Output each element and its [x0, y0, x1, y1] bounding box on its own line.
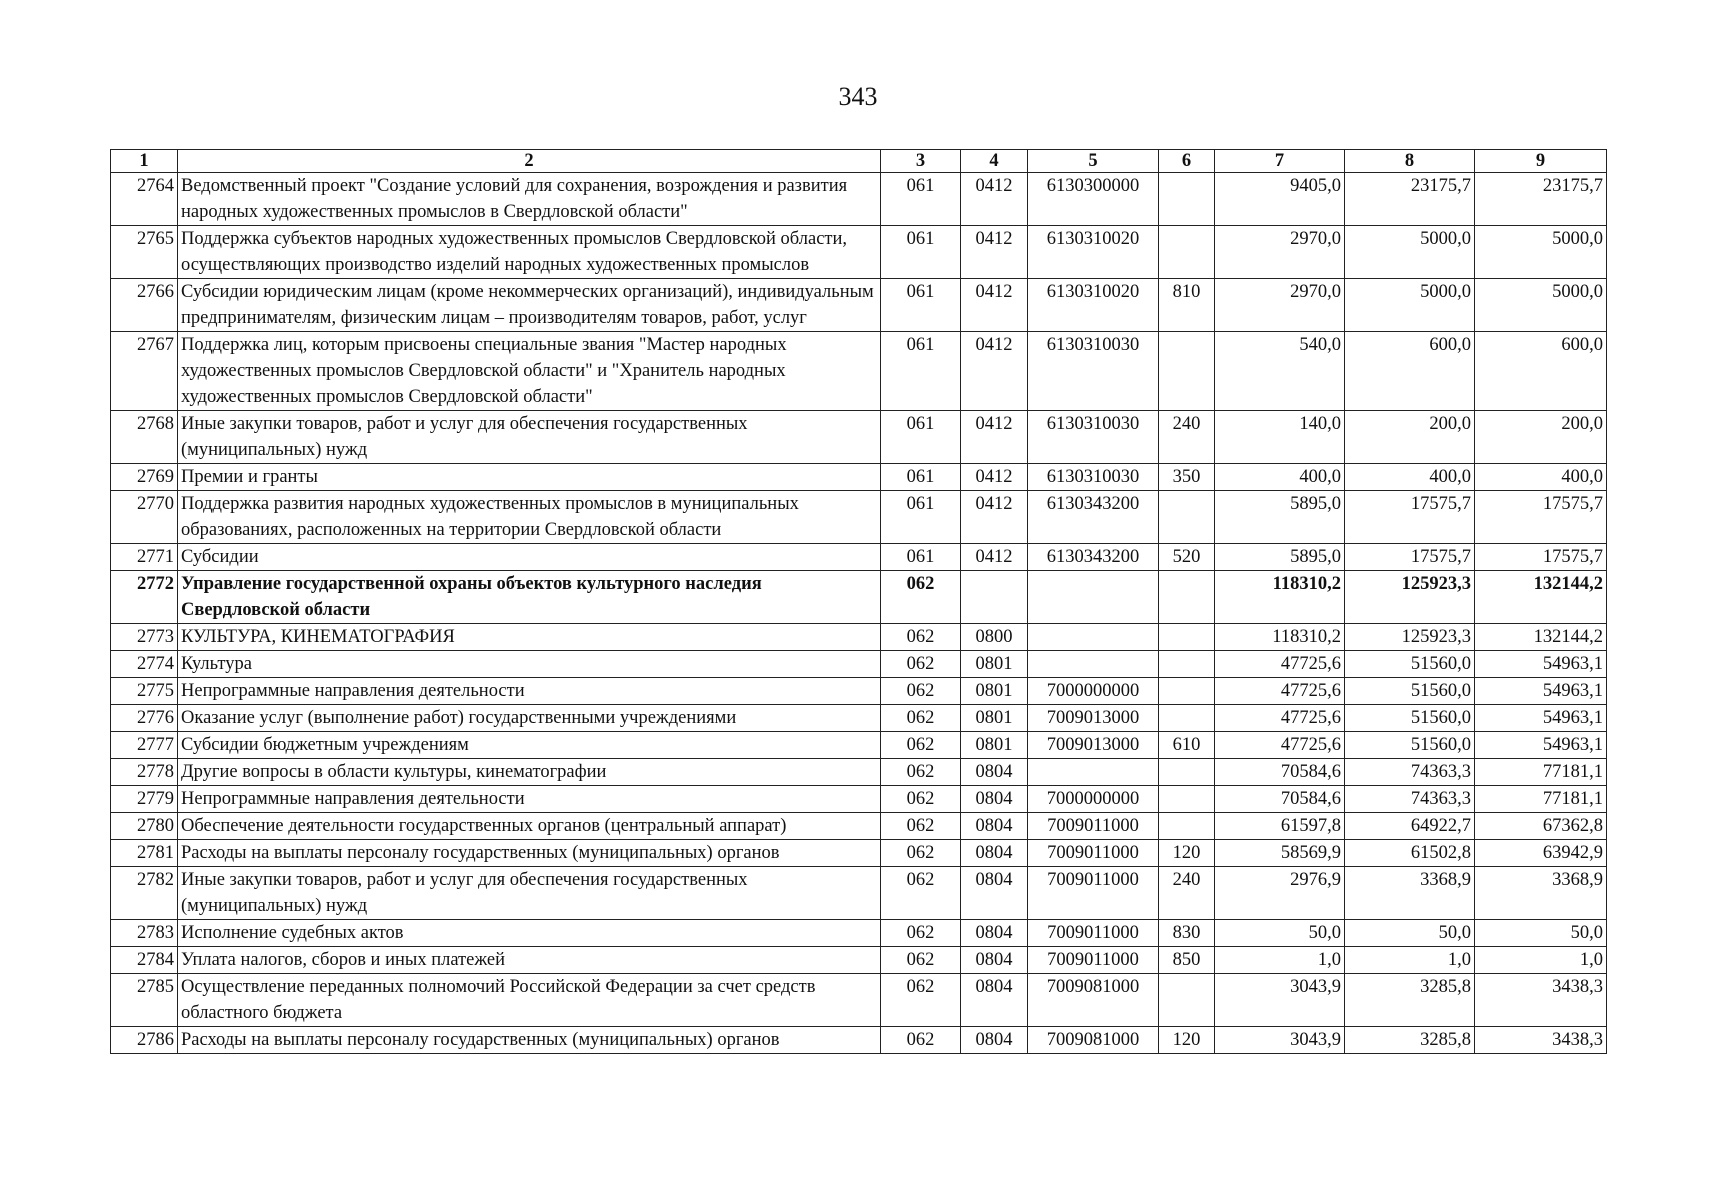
- target-item-code-cell: [1028, 759, 1159, 786]
- section-code-cell: 0800: [961, 624, 1028, 651]
- amount-cell: 58569,9: [1215, 840, 1345, 867]
- amount-cell: 125923,3: [1345, 571, 1475, 624]
- description-cell: Непрограммные направления деятельности: [178, 678, 881, 705]
- target-item-code-cell: 6130310030: [1028, 464, 1159, 491]
- row-number-cell: 2765: [111, 226, 178, 279]
- target-item-code-cell: [1028, 651, 1159, 678]
- description-cell: Управление государственной охраны объектов культурного наследия Свердловской области: [178, 571, 881, 624]
- description-cell: Иные закупки товаров, работ и услуг для обеспечения государственных (муниципальных) нужд: [178, 867, 881, 920]
- target-item-code-cell: 7000000000: [1028, 678, 1159, 705]
- target-item-code-cell: [1028, 571, 1159, 624]
- row-number-cell: 2777: [111, 732, 178, 759]
- description-cell: Уплата налогов, сборов и иных платежей: [178, 947, 881, 974]
- amount-cell: 2970,0: [1215, 279, 1345, 332]
- amount-cell: 9405,0: [1215, 173, 1345, 226]
- row-number-cell: 2779: [111, 786, 178, 813]
- amount-cell: 61597,8: [1215, 813, 1345, 840]
- expense-type-code-cell: 240: [1159, 867, 1215, 920]
- table-row: [111, 173, 1607, 226]
- amount-cell: 3043,9: [1215, 974, 1345, 1027]
- table-row: [111, 491, 1607, 544]
- expense-type-code-cell: 850: [1159, 947, 1215, 974]
- expense-type-code-cell: [1159, 974, 1215, 1027]
- amount-cell: 64922,7: [1345, 813, 1475, 840]
- amount-cell: 77181,1: [1475, 759, 1607, 786]
- table-body: [111, 173, 1607, 1054]
- table-row: [111, 974, 1607, 1027]
- expense-type-code-cell: 830: [1159, 920, 1215, 947]
- section-code-cell: 0412: [961, 491, 1028, 544]
- amount-cell: 5000,0: [1475, 226, 1607, 279]
- department-code-cell: 062: [881, 920, 961, 947]
- section-code-cell: 0804: [961, 759, 1028, 786]
- amount-cell: 5895,0: [1215, 491, 1345, 544]
- table-row: [111, 867, 1607, 920]
- section-code-cell: 0804: [961, 1027, 1028, 1054]
- column-header: 5: [1028, 150, 1159, 173]
- amount-cell: 1,0: [1475, 947, 1607, 974]
- amount-cell: 67362,8: [1475, 813, 1607, 840]
- department-code-cell: 062: [881, 840, 961, 867]
- amount-cell: 125923,3: [1345, 624, 1475, 651]
- department-code-cell: 061: [881, 411, 961, 464]
- row-number-cell: 2776: [111, 705, 178, 732]
- amount-cell: 51560,0: [1345, 732, 1475, 759]
- amount-cell: 3368,9: [1475, 867, 1607, 920]
- description-cell: Расходы на выплаты персоналу государственных (муниципальных) органов: [178, 1027, 881, 1054]
- row-number-cell: 2773: [111, 624, 178, 651]
- expense-type-code-cell: [1159, 624, 1215, 651]
- description-cell: Оказание услуг (выполнение работ) государственными учреждениями: [178, 705, 881, 732]
- section-code-cell: 0801: [961, 705, 1028, 732]
- description-cell: Исполнение судебных актов: [178, 920, 881, 947]
- expense-type-code-cell: 240: [1159, 411, 1215, 464]
- table-row: [111, 813, 1607, 840]
- amount-cell: 400,0: [1345, 464, 1475, 491]
- target-item-code-cell: [1028, 624, 1159, 651]
- table-row: [111, 651, 1607, 678]
- department-code-cell: 062: [881, 759, 961, 786]
- expense-type-code-cell: 610: [1159, 732, 1215, 759]
- row-number-cell: 2774: [111, 651, 178, 678]
- target-item-code-cell: 7009011000: [1028, 867, 1159, 920]
- budget-table: [110, 149, 1607, 1054]
- amount-cell: 70584,6: [1215, 786, 1345, 813]
- row-number-cell: 2764: [111, 173, 178, 226]
- column-header: 6: [1159, 150, 1215, 173]
- row-number-cell: 2783: [111, 920, 178, 947]
- amount-cell: 3285,8: [1345, 1027, 1475, 1054]
- department-code-cell: 062: [881, 678, 961, 705]
- amount-cell: 51560,0: [1345, 678, 1475, 705]
- row-number-cell: 2767: [111, 332, 178, 411]
- description-cell: КУЛЬТУРА, КИНЕМАТОГРАФИЯ: [178, 624, 881, 651]
- section-code-cell: 0804: [961, 867, 1028, 920]
- amount-cell: 5000,0: [1345, 279, 1475, 332]
- department-code-cell: 062: [881, 624, 961, 651]
- department-code-cell: 061: [881, 491, 961, 544]
- department-code-cell: 061: [881, 544, 961, 571]
- amount-cell: 3438,3: [1475, 974, 1607, 1027]
- row-number-cell: 2769: [111, 464, 178, 491]
- amount-cell: 54963,1: [1475, 705, 1607, 732]
- section-code-cell: 0801: [961, 732, 1028, 759]
- description-cell: Осуществление переданных полномочий Российской Федерации за счет средств областного бюджета: [178, 974, 881, 1027]
- amount-cell: 3438,3: [1475, 1027, 1607, 1054]
- department-code-cell: 062: [881, 705, 961, 732]
- table-row: [111, 571, 1607, 624]
- row-number-cell: 2785: [111, 974, 178, 1027]
- amount-cell: 77181,1: [1475, 786, 1607, 813]
- section-code-cell: 0412: [961, 279, 1028, 332]
- department-code-cell: 061: [881, 332, 961, 411]
- amount-cell: 74363,3: [1345, 759, 1475, 786]
- expense-type-code-cell: 120: [1159, 1027, 1215, 1054]
- amount-cell: 17575,7: [1475, 491, 1607, 544]
- row-number-cell: 2775: [111, 678, 178, 705]
- table-row: [111, 705, 1607, 732]
- expense-type-code-cell: 350: [1159, 464, 1215, 491]
- amount-cell: 54963,1: [1475, 651, 1607, 678]
- target-item-code-cell: 7009081000: [1028, 974, 1159, 1027]
- section-code-cell: 0804: [961, 974, 1028, 1027]
- target-item-code-cell: 7009081000: [1028, 1027, 1159, 1054]
- column-header: 2: [178, 150, 881, 173]
- amount-cell: 47725,6: [1215, 678, 1345, 705]
- amount-cell: 54963,1: [1475, 678, 1607, 705]
- description-cell: Иные закупки товаров, работ и услуг для обеспечения государственных (муниципальных) нужд: [178, 411, 881, 464]
- table-row: [111, 1027, 1607, 1054]
- department-code-cell: 062: [881, 974, 961, 1027]
- department-code-cell: 061: [881, 173, 961, 226]
- amount-cell: 47725,6: [1215, 732, 1345, 759]
- department-code-cell: 062: [881, 1027, 961, 1054]
- amount-cell: 63942,9: [1475, 840, 1607, 867]
- amount-cell: 200,0: [1345, 411, 1475, 464]
- row-number-cell: 2768: [111, 411, 178, 464]
- department-code-cell: 062: [881, 813, 961, 840]
- target-item-code-cell: 6130300000: [1028, 173, 1159, 226]
- description-cell: Субсидии: [178, 544, 881, 571]
- target-item-code-cell: 6130310030: [1028, 411, 1159, 464]
- amount-cell: 47725,6: [1215, 705, 1345, 732]
- amount-cell: 5000,0: [1475, 279, 1607, 332]
- section-code-cell: 0804: [961, 947, 1028, 974]
- amount-cell: 23175,7: [1345, 173, 1475, 226]
- department-code-cell: 062: [881, 786, 961, 813]
- amount-cell: 118310,2: [1215, 624, 1345, 651]
- section-code-cell: 0801: [961, 678, 1028, 705]
- target-item-code-cell: 6130310020: [1028, 279, 1159, 332]
- amount-cell: 600,0: [1345, 332, 1475, 411]
- department-code-cell: 062: [881, 947, 961, 974]
- expense-type-code-cell: [1159, 705, 1215, 732]
- row-number-cell: 2786: [111, 1027, 178, 1054]
- section-code-cell: 0804: [961, 840, 1028, 867]
- amount-cell: 17575,7: [1345, 544, 1475, 571]
- department-code-cell: 061: [881, 279, 961, 332]
- column-header: 3: [881, 150, 961, 173]
- amount-cell: 200,0: [1475, 411, 1607, 464]
- section-code-cell: 0412: [961, 464, 1028, 491]
- amount-cell: 118310,2: [1215, 571, 1345, 624]
- expense-type-code-cell: 810: [1159, 279, 1215, 332]
- amount-cell: 74363,3: [1345, 786, 1475, 813]
- section-code-cell: 0412: [961, 332, 1028, 411]
- expense-type-code-cell: [1159, 491, 1215, 544]
- expense-type-code-cell: 520: [1159, 544, 1215, 571]
- amount-cell: 5000,0: [1345, 226, 1475, 279]
- amount-cell: 51560,0: [1345, 651, 1475, 678]
- row-number-cell: 2766: [111, 279, 178, 332]
- amount-cell: 54963,1: [1475, 732, 1607, 759]
- table-row: [111, 786, 1607, 813]
- amount-cell: 132144,2: [1475, 624, 1607, 651]
- description-cell: Культура: [178, 651, 881, 678]
- amount-cell: 17575,7: [1345, 491, 1475, 544]
- table-row: [111, 279, 1607, 332]
- column-header: 4: [961, 150, 1028, 173]
- table-row: [111, 732, 1607, 759]
- amount-cell: 50,0: [1345, 920, 1475, 947]
- amount-cell: 140,0: [1215, 411, 1345, 464]
- amount-cell: 47725,6: [1215, 651, 1345, 678]
- section-code-cell: 0412: [961, 226, 1028, 279]
- amount-cell: 132144,2: [1475, 571, 1607, 624]
- department-code-cell: 061: [881, 464, 961, 491]
- section-code-cell: 0412: [961, 544, 1028, 571]
- table-row: [111, 759, 1607, 786]
- target-item-code-cell: 7000000000: [1028, 786, 1159, 813]
- row-number-cell: 2781: [111, 840, 178, 867]
- expense-type-code-cell: [1159, 759, 1215, 786]
- row-number-cell: 2782: [111, 867, 178, 920]
- target-item-code-cell: 6130310020: [1028, 226, 1159, 279]
- section-code-cell: 0804: [961, 813, 1028, 840]
- description-cell: Поддержка лиц, которым присвоены специальные звания "Мастер народных художественных промыслов Свердловской области" и "Хранитель народных художественных промыслов Свердловской области": [178, 332, 881, 411]
- expense-type-code-cell: [1159, 226, 1215, 279]
- table-row: [111, 947, 1607, 974]
- table-row: [111, 411, 1607, 464]
- column-header: 1: [111, 150, 178, 173]
- amount-cell: 17575,7: [1475, 544, 1607, 571]
- expense-type-code-cell: [1159, 332, 1215, 411]
- target-item-code-cell: 7009011000: [1028, 947, 1159, 974]
- description-cell: Премии и гранты: [178, 464, 881, 491]
- description-cell: Поддержка развития народных художественных промыслов в муниципальных образованиях, расположенных на территории Свердловской области: [178, 491, 881, 544]
- amount-cell: 3285,8: [1345, 974, 1475, 1027]
- target-item-code-cell: 7009011000: [1028, 840, 1159, 867]
- row-number-cell: 2772: [111, 571, 178, 624]
- description-cell: Расходы на выплаты персоналу государственных (муниципальных) органов: [178, 840, 881, 867]
- target-item-code-cell: 7009013000: [1028, 705, 1159, 732]
- amount-cell: 400,0: [1475, 464, 1607, 491]
- amount-cell: 61502,8: [1345, 840, 1475, 867]
- section-code-cell: 0412: [961, 411, 1028, 464]
- description-cell: Субсидии юридическим лицам (кроме некоммерческих организаций), индивидуальным предпринимателям, физическим лицам – производителям товаров, работ, услуг: [178, 279, 881, 332]
- amount-cell: 3368,9: [1345, 867, 1475, 920]
- section-code-cell: 0804: [961, 786, 1028, 813]
- amount-cell: 5895,0: [1215, 544, 1345, 571]
- table-row: [111, 840, 1607, 867]
- description-cell: Поддержка субъектов народных художественных промыслов Свердловской области, осуществляющих производство изделий народных художественных промыслов: [178, 226, 881, 279]
- amount-cell: 400,0: [1215, 464, 1345, 491]
- section-code-cell: 0412: [961, 173, 1028, 226]
- target-item-code-cell: 7009011000: [1028, 920, 1159, 947]
- target-item-code-cell: 7009011000: [1028, 813, 1159, 840]
- expense-type-code-cell: 120: [1159, 840, 1215, 867]
- department-code-cell: 062: [881, 867, 961, 920]
- column-header: 8: [1345, 150, 1475, 173]
- amount-cell: 2970,0: [1215, 226, 1345, 279]
- department-code-cell: 062: [881, 571, 961, 624]
- section-code-cell: 0804: [961, 920, 1028, 947]
- section-code-cell: 0801: [961, 651, 1028, 678]
- expense-type-code-cell: [1159, 786, 1215, 813]
- expense-type-code-cell: [1159, 571, 1215, 624]
- amount-cell: 3043,9: [1215, 1027, 1345, 1054]
- amount-cell: 1,0: [1215, 947, 1345, 974]
- target-item-code-cell: 7009013000: [1028, 732, 1159, 759]
- expense-type-code-cell: [1159, 173, 1215, 226]
- target-item-code-cell: 6130310030: [1028, 332, 1159, 411]
- row-number-cell: 2771: [111, 544, 178, 571]
- expense-type-code-cell: [1159, 813, 1215, 840]
- row-number-cell: 2778: [111, 759, 178, 786]
- description-cell: Ведомственный проект "Создание условий для сохранения, возрождения и развития народных художественных промыслов в Свердловской области": [178, 173, 881, 226]
- table-row: [111, 920, 1607, 947]
- amount-cell: 23175,7: [1475, 173, 1607, 226]
- department-code-cell: 062: [881, 732, 961, 759]
- table-row: [111, 624, 1607, 651]
- amount-cell: 50,0: [1475, 920, 1607, 947]
- row-number-cell: 2770: [111, 491, 178, 544]
- table-row: [111, 544, 1607, 571]
- page-number: 343: [838, 82, 878, 111]
- section-code-cell: [961, 571, 1028, 624]
- expense-type-code-cell: [1159, 678, 1215, 705]
- column-header: 7: [1215, 150, 1345, 173]
- department-code-cell: 062: [881, 651, 961, 678]
- amount-cell: 51560,0: [1345, 705, 1475, 732]
- table-row: [111, 678, 1607, 705]
- target-item-code-cell: 6130343200: [1028, 491, 1159, 544]
- table-row: [111, 332, 1607, 411]
- target-item-code-cell: 6130343200: [1028, 544, 1159, 571]
- row-number-cell: 2784: [111, 947, 178, 974]
- column-header: 9: [1475, 150, 1607, 173]
- description-cell: Обеспечение деятельности государственных органов (центральный аппарат): [178, 813, 881, 840]
- amount-cell: 1,0: [1345, 947, 1475, 974]
- amount-cell: 50,0: [1215, 920, 1345, 947]
- expense-type-code-cell: [1159, 651, 1215, 678]
- table-row: [111, 464, 1607, 491]
- amount-cell: 540,0: [1215, 332, 1345, 411]
- amount-cell: 2976,9: [1215, 867, 1345, 920]
- amount-cell: 600,0: [1475, 332, 1607, 411]
- table-row: [111, 226, 1607, 279]
- department-code-cell: 061: [881, 226, 961, 279]
- amount-cell: 70584,6: [1215, 759, 1345, 786]
- header-row: [111, 150, 1607, 173]
- description-cell: Другие вопросы в области культуры, кинематографии: [178, 759, 881, 786]
- description-cell: Субсидии бюджетным учреждениям: [178, 732, 881, 759]
- description-cell: Непрограммные направления деятельности: [178, 786, 881, 813]
- row-number-cell: 2780: [111, 813, 178, 840]
